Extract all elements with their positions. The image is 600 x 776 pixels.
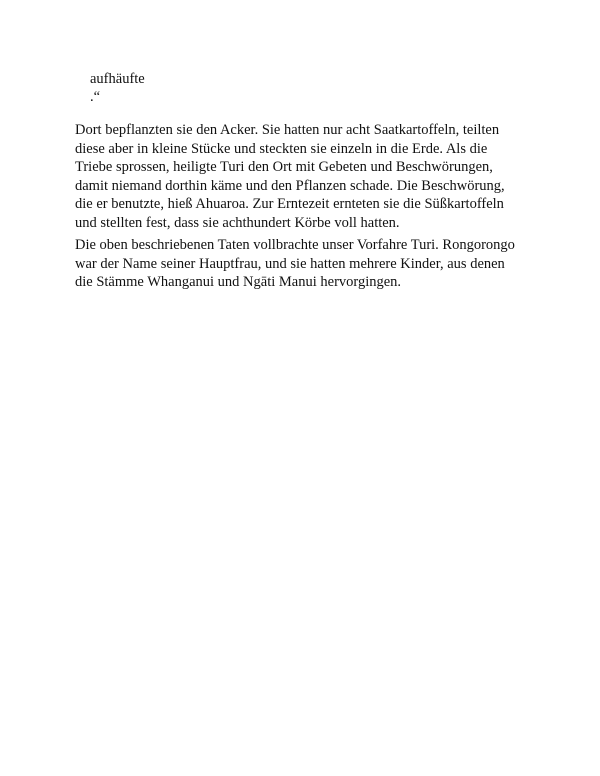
text-line: die er benutzte, hieß Ahuaroa. Zur Erntezeit ernteten sie die Süßkartoffeln <box>75 196 504 212</box>
paragraph-ancestry <box>75 236 545 292</box>
text-line: war der Name seiner Hauptfrau, und sie hatten mehrere Kinder, aus denen <box>75 255 505 272</box>
text-line: und stellten fest, dass sie achthundert Körbe voll hatten. <box>75 214 400 231</box>
verse-fragment <box>90 70 145 106</box>
text-line: damit niemand dorthin käme und den Pflanzen schade. Die Beschwörung, <box>75 177 505 194</box>
verse-line: .“ <box>90 89 101 105</box>
paragraph-planting <box>75 121 545 232</box>
text-line: Die oben beschriebenen Taten vollbrachte unser Vorfahre Turi. Rongorongo <box>75 237 515 253</box>
text-line: diese aber in kleine Stücke und steckten sie einzeln in die Erde. Als die <box>75 140 488 157</box>
text-line: Triebe sprossen, heiligte Turi den Ort mit Gebeten und Beschwörungen, <box>75 159 493 175</box>
text-line: Dort bepflanzten sie den Acker. Sie hatten nur acht Saatkartoffeln, teilten <box>75 122 500 138</box>
text-line: die Stämme Whanganui und Ngāti Manui hervorgingen. <box>75 274 402 290</box>
verse-line: aufhäufte <box>90 71 145 87</box>
